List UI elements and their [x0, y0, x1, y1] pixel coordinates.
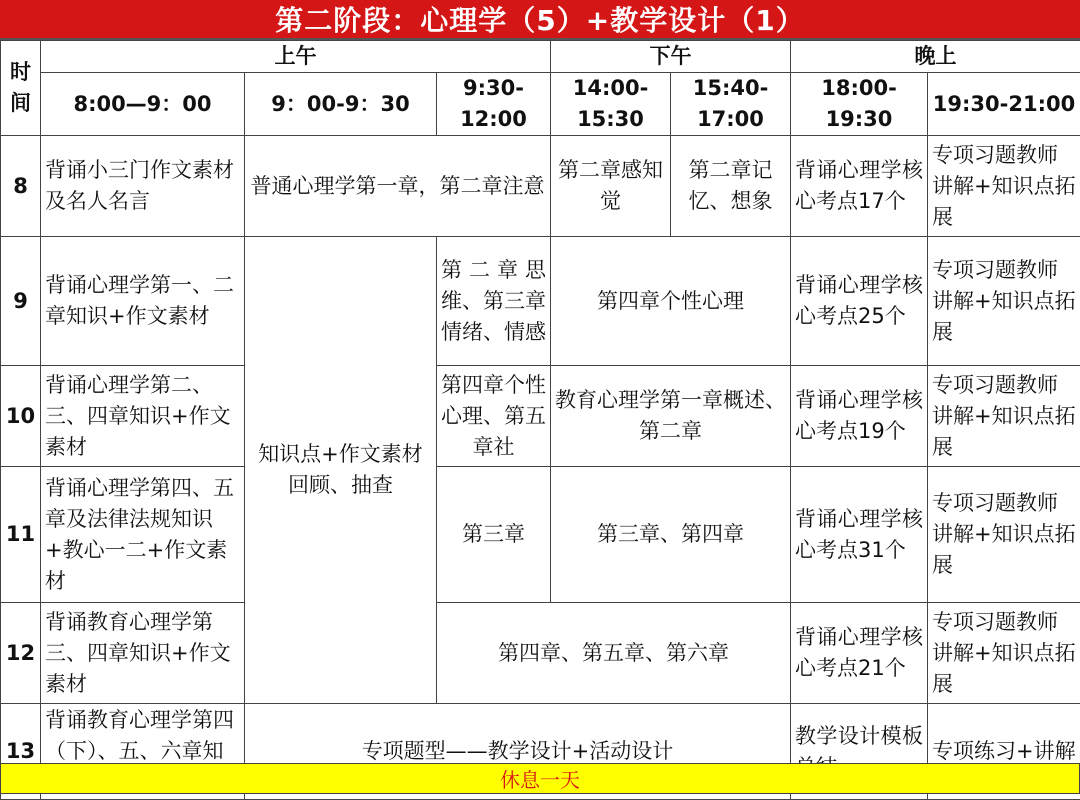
evening-header: 晚上	[791, 41, 1080, 73]
cell-day8-psychology-ch1-2: 普通心理学第一章，第二章注意	[245, 136, 551, 237]
cell-day10-evening-recite: 背诵心理学核心考点19个	[791, 366, 928, 467]
cell-day9-personality: 第四章个性心理	[551, 237, 791, 366]
time-header: 时间	[1, 41, 41, 136]
day-label-8: 8	[1, 136, 41, 237]
cell-day10-edu-psychology: 教育心理学第一章概述、第二章	[551, 366, 791, 467]
cell-day11-evening-recite: 背诵心理学核心考点31个	[791, 467, 928, 603]
cell-review-check: 知识点+作文素材回顾、抽查	[245, 237, 437, 704]
cell-day10-morning-recite: 背诵心理学第二、三、四章知识+作文素材	[41, 366, 245, 467]
slot-header-3: 9:30-12:00	[437, 73, 551, 136]
cell-day12-morning-recite: 背诵教育心理学第三、四章知识+作文素材	[41, 603, 245, 704]
cell-day12-evening-recite: 背诵心理学核心考点21个	[791, 603, 928, 704]
cell-day10-personality-social: 第四章个性心理、第五章社	[437, 366, 551, 467]
cell-day11-chapter3: 第三章	[437, 467, 551, 603]
day-label-9: 9	[1, 237, 41, 366]
slot-header-6: 18:00-19:30	[791, 73, 928, 136]
slot-header-7: 19:30-21:00	[928, 73, 1080, 136]
page-title: 第二阶段：心理学（5）+教学设计（1）	[0, 0, 1080, 40]
slot-header-1: 8:00—9：00	[41, 73, 245, 136]
rest-day-banner: 休息一天	[0, 763, 1080, 794]
cell-day9-thinking-emotion: 第二章思维、第三章情绪、情感	[437, 237, 551, 366]
cell-day11-chapter3-4: 第三章、第四章	[551, 467, 791, 603]
slot-header-5: 15:40-17:00	[671, 73, 791, 136]
cell-day11-evening-lecture: 专项习题教师讲解+知识点拓展	[928, 467, 1080, 603]
morning-header: 上午	[41, 41, 551, 73]
cell-day8-memory: 第二章记忆、想象	[671, 136, 791, 237]
cell-day10-evening-lecture: 专项习题教师讲解+知识点拓展	[928, 366, 1080, 467]
cell-day12-chapter4-6: 第四章、第五章、第六章	[437, 603, 791, 704]
cell-day9-evening-recite: 背诵心理学核心考点25个	[791, 237, 928, 366]
cell-day13-teaching-design: 专项题型——教学设计+活动设计	[245, 704, 791, 800]
cell-day12-evening-lecture: 专项习题教师讲解+知识点拓展	[928, 603, 1080, 704]
cell-day9-evening-lecture: 专项习题教师讲解+知识点拓展	[928, 237, 1080, 366]
day-label-13: 13	[1, 704, 41, 800]
afternoon-header: 下午	[551, 41, 791, 73]
cell-day8-perception: 第二章感知觉	[551, 136, 671, 237]
cell-day13-practice: 专项练习+讲解	[928, 704, 1080, 800]
schedule-table	[0, 40, 1080, 800]
cell-day13-morning-recite: 背诵教育心理学第四（下）、五、六章知	[41, 704, 245, 800]
day-label-11: 11	[1, 467, 41, 603]
cell-day11-morning-recite: 背诵心理学第四、五章及法律法规知识+教心一二+作文素材	[41, 467, 245, 603]
cell-day13-template-summary: 教学设计模板	[791, 704, 928, 800]
slot-header-4: 14:00-15:30	[551, 73, 671, 136]
cell-day8-evening-recite: 背诵心理学核心考点17个	[791, 136, 928, 237]
cell-day8-morning-recite: 背诵小三门作文素材及名人名言	[41, 136, 245, 237]
cell-day9-morning-recite: 背诵心理学第一、二章知识+作文素材	[41, 237, 245, 366]
cell-day8-evening-lecture: 专项习题教师讲解+知识点拓展	[928, 136, 1080, 237]
slot-header-2: 9：00-9：30	[245, 73, 437, 136]
day-label-10: 10	[1, 366, 41, 467]
day-label-12: 12	[1, 603, 41, 704]
